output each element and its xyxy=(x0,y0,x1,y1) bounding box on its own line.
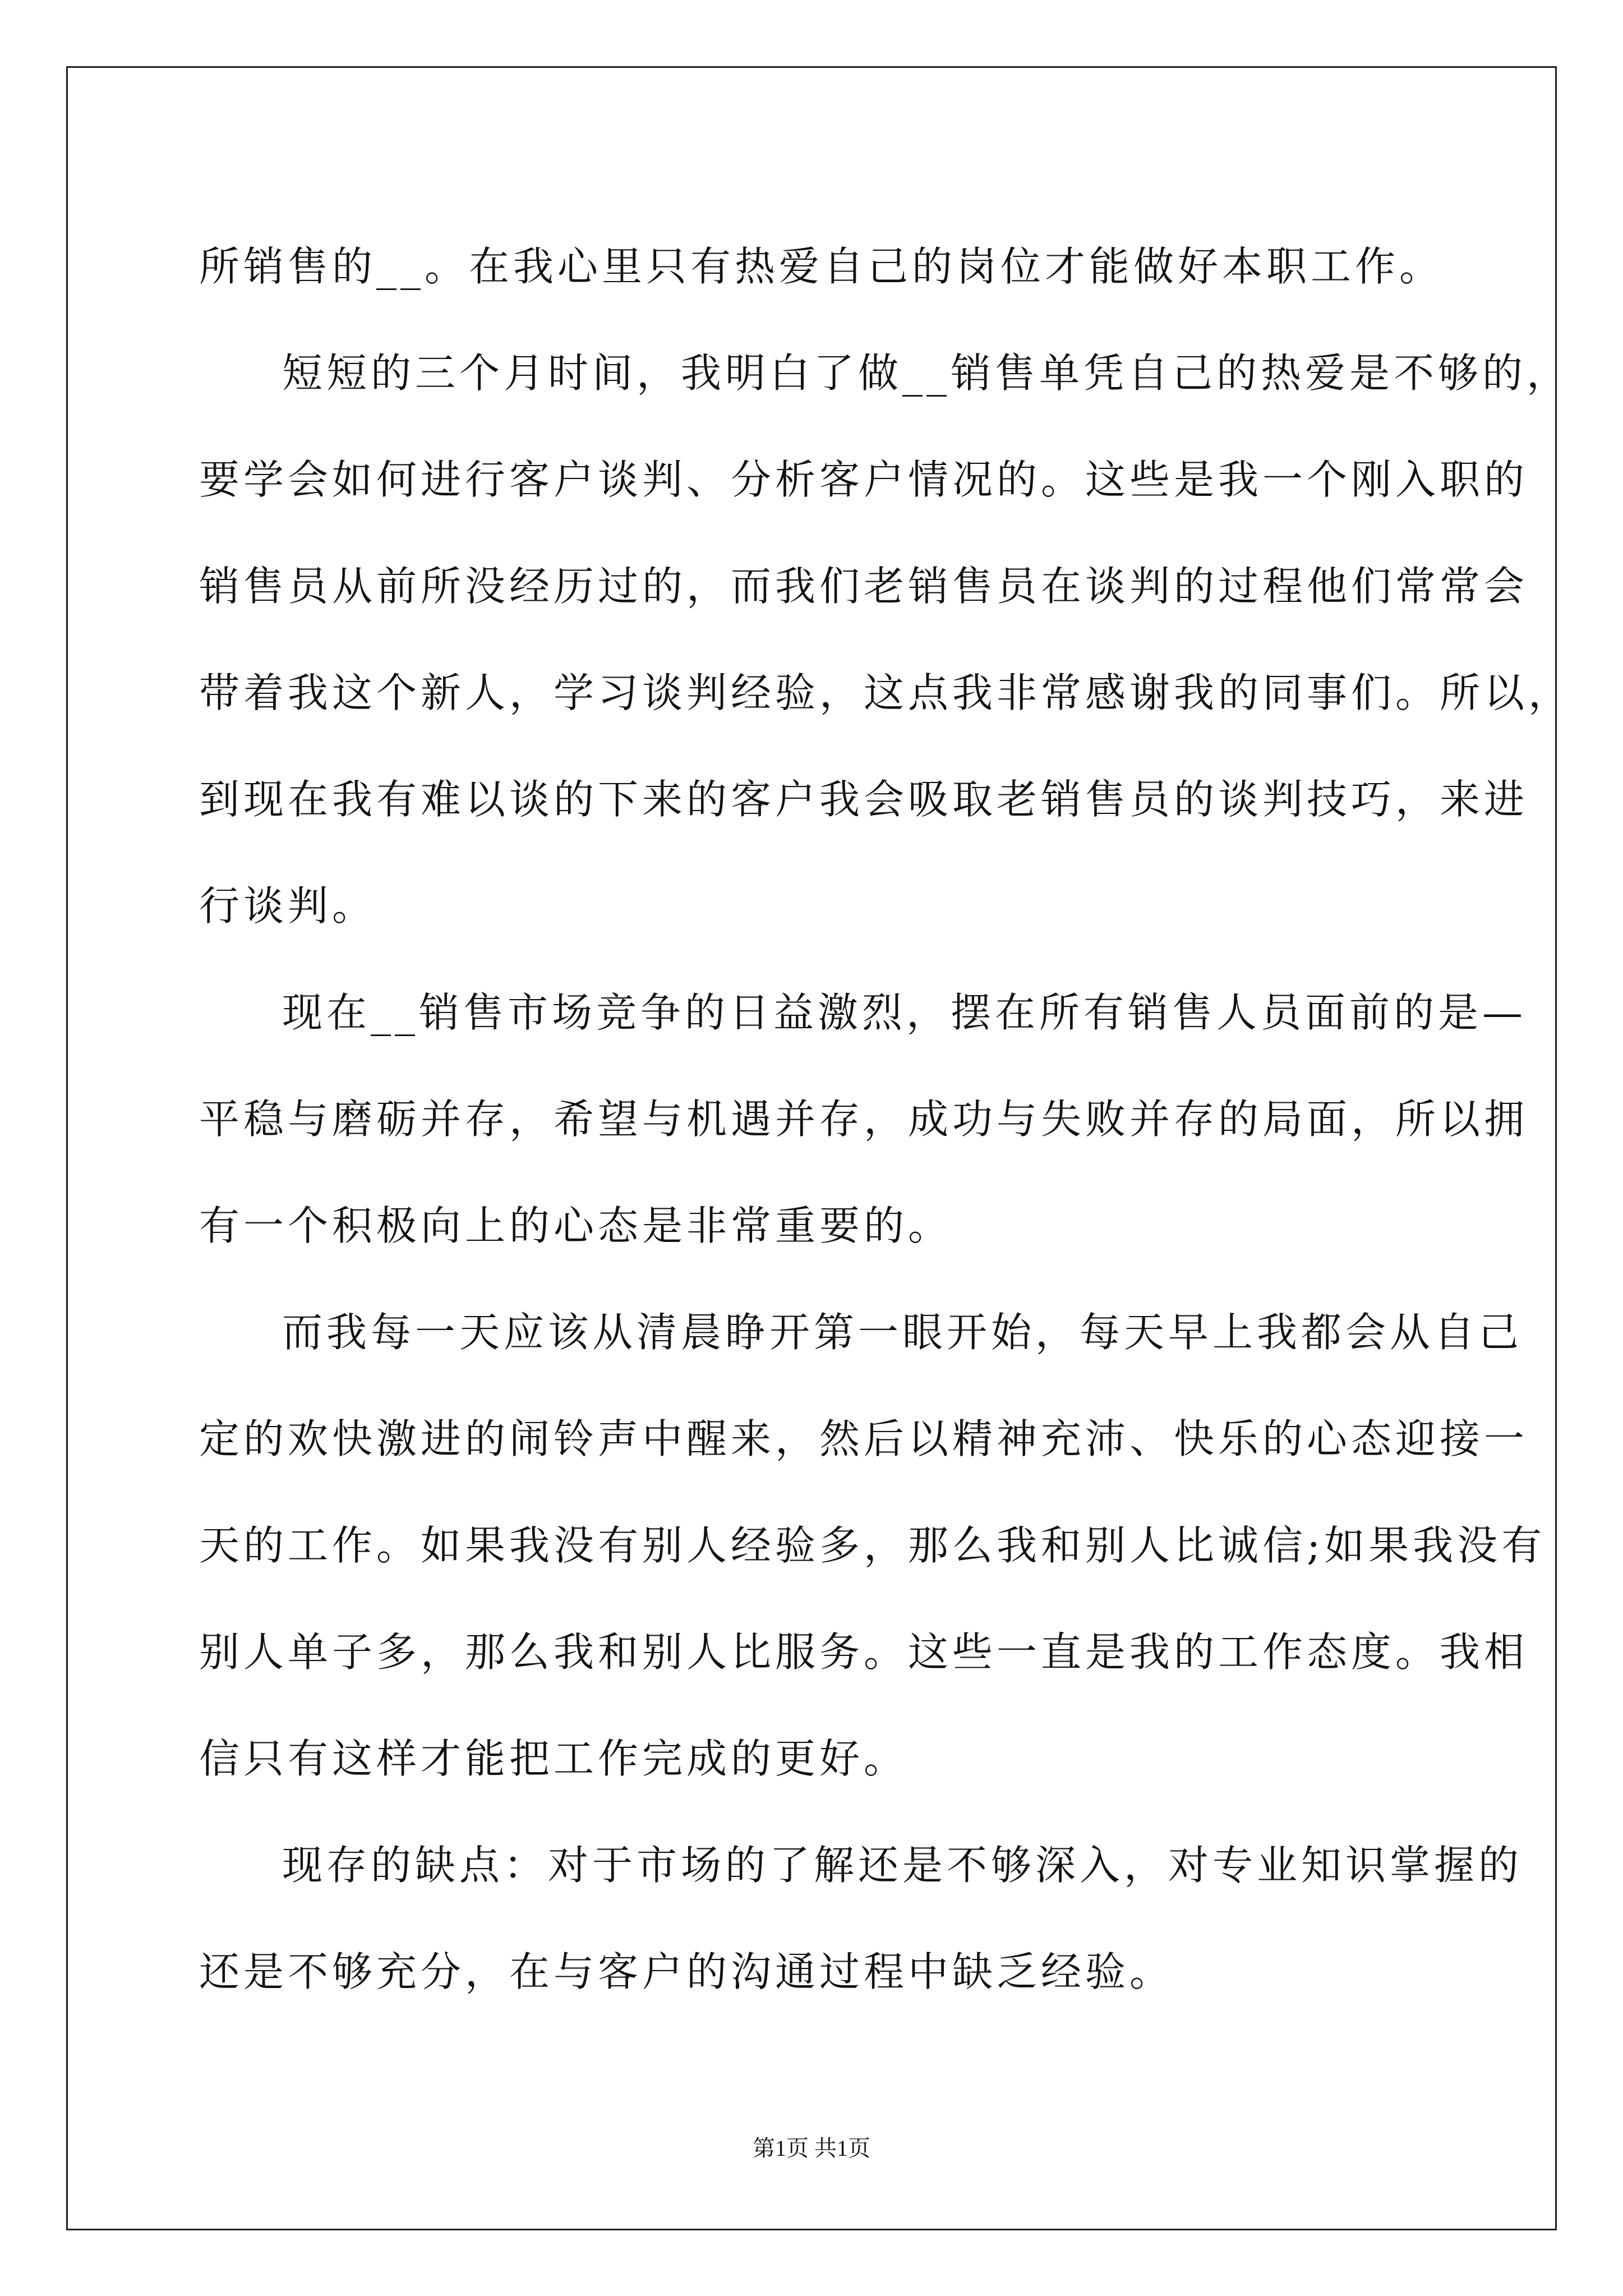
text-line: 别人单子多，那么我和别人比服务。这些一直是我的工作态度。我相 xyxy=(199,1628,1529,1676)
text-line: 所销售的__。在我心里只有热爱自己的岗位才能做好本职工作。 xyxy=(199,243,1444,290)
text-line: 要学会如何进行客户谈判、分析客户情况的。这些是我一个刚入职的 xyxy=(199,456,1529,503)
text-line: 还是不够充分，在与客户的沟通过程中缺乏经验。 xyxy=(199,1948,1174,1995)
text-line: 销售员从前所没经历过的，而我们老销售员在谈判的过程他们常常会 xyxy=(199,563,1529,610)
text-line: 到现在我有难以谈的下来的客户我会吸取老销售员的谈判技巧，来进 xyxy=(199,776,1529,823)
document-body xyxy=(199,213,1573,2025)
text-line: 行谈判。 xyxy=(199,882,377,930)
paragraph-start-line: 现存的缺点：对于市场的了解还是不够深入，对专业知识掌握的 xyxy=(282,1842,1523,1889)
paragraph-start-line: 现在__销售市场竞争的日益激烈，摆在所有销售人员面前的是— xyxy=(282,989,1527,1036)
paragraph-start-line: 而我每一天应该从清晨睁开第一眼开始，每天早上我都会从自己 xyxy=(282,1309,1523,1356)
page-number-footer: 第1页 共1页 xyxy=(753,2136,870,2161)
text-line: 信只有这样才能把工作完成的更好。 xyxy=(199,1735,909,1782)
paragraph-start-line: 短短的三个月时间，我明白了做__销售单凭自己的热爱是不够的， xyxy=(282,349,1571,397)
text-line: 平稳与磨砺并存，希望与机遇并存，成功与失败并存的局面，所以拥 xyxy=(199,1096,1529,1143)
text-line: 定的欢快激进的闹铃声中醒来，然后以精神充沛、快乐的心态迎接一 xyxy=(199,1415,1529,1462)
text-line: 带着我这个新人，学习谈判经验，这点我非常感谢我的同事们。所以， xyxy=(199,669,1573,716)
text-line: 有一个积极向上的心态是非常重要的。 xyxy=(199,1202,953,1249)
text-line: 天的工作。如果我没有别人经验多，那么我和别人比诚信;如果我没有 xyxy=(199,1522,1546,1569)
